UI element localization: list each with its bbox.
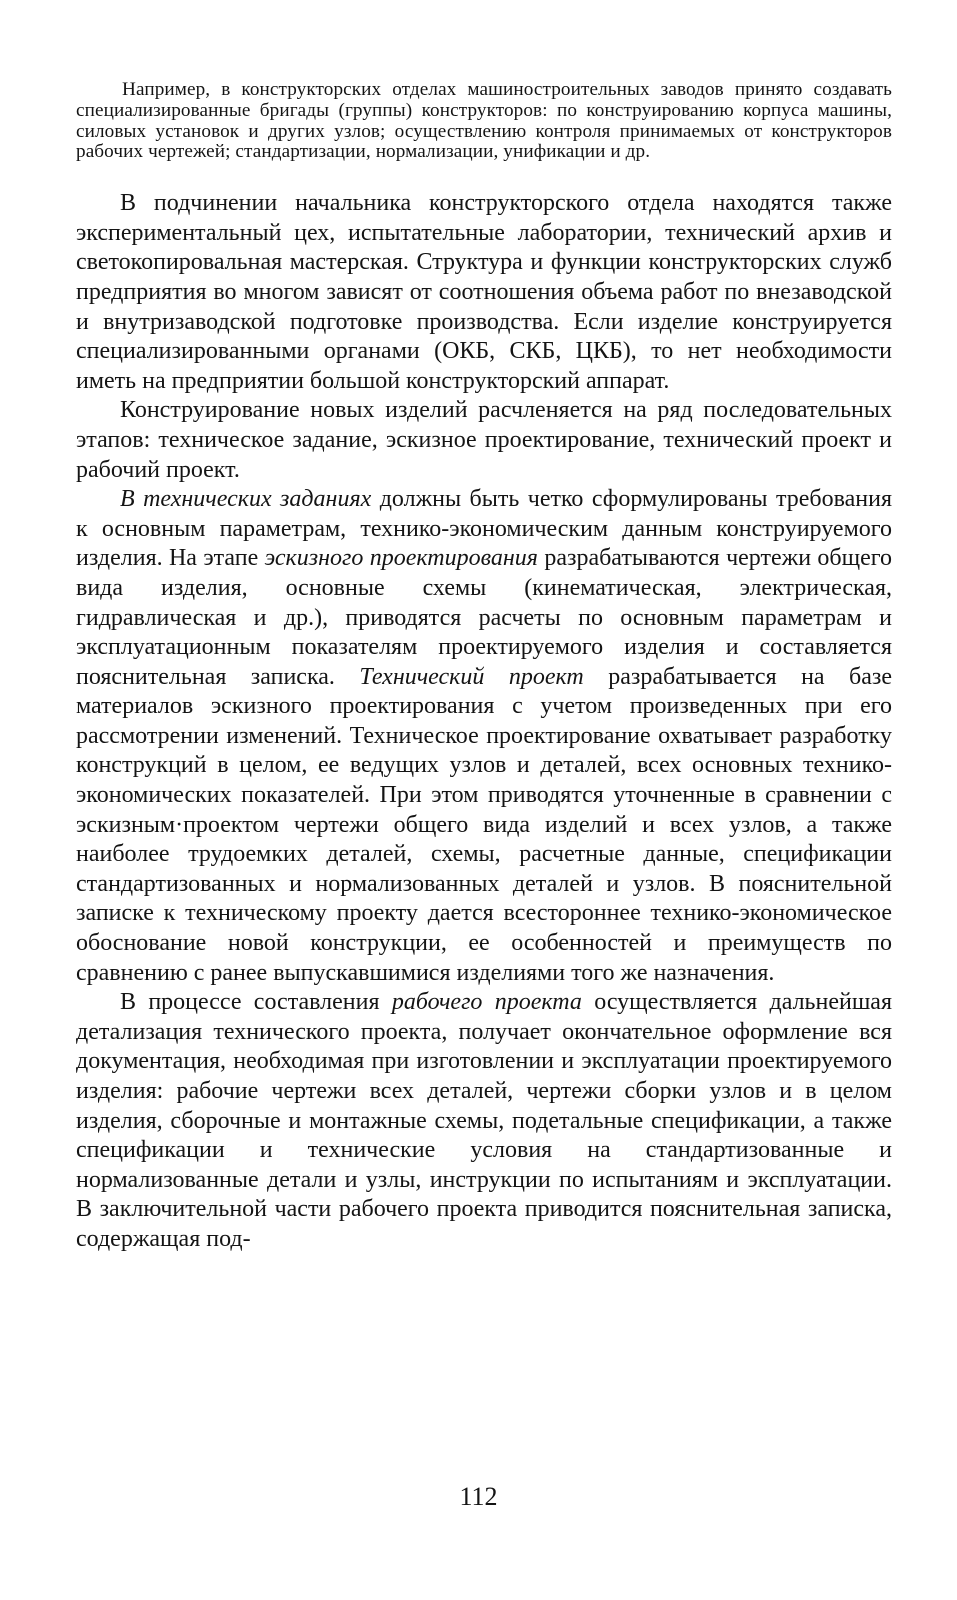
- paragraph-4-text-1: В процессе составления: [120, 989, 392, 1016]
- paragraph-1: В подчинении начальника конструкторского отдела находятся также экспериментальный цех, испытательные лаборатории, технический архив и светокопировальная мастерская. Структура и функции конструкторских служб предприятия во многом зависят от соотношения объема работ по внезаводской и внутризаводской подготовке производства. Если изделие конструируется специализированными органами (ОКБ, СКБ, ЦКБ), то нет необходимости иметь на предприятии большой конструкторский аппарат.: [76, 190, 892, 394]
- paragraph-2: Конструирование новых изделий расчленяется на ряд последовательных этапов: техническое задание, эскизное проектирование, технический проект и рабочий проект.: [76, 397, 892, 483]
- italic-term-working-project: рабочего проекта: [391, 989, 582, 1016]
- paragraph-3-text-1: должны быть четко сформулированы требования к основным параметрам, технико-экономическим данным конструируемого изделия. На этапе: [76, 486, 893, 572]
- paragraph-4: [76, 988, 892, 1254]
- paragraph-3-text-2: разрабатываются чертежи общего вида изделия, основные схемы (кинематическая, электрическая, гидравлическая и др.), приводятся расчеты по основным параметрам и эксплуатационным показателям проектируемого изделия и составляется пояснительная записка.: [76, 545, 892, 690]
- paragraph-3: [76, 485, 892, 988]
- page-content: [76, 80, 892, 1255]
- italic-term-sketch-design: эскизного проектирования: [264, 545, 538, 572]
- paragraph-4-text-2: осуществляется дальнейшая детализация технического проекта, получает окончательное оформление вся документация, необходимая при изготовлении и эксплуатации проектируемого изделия: рабочие чертежи всех деталей, чертежи сборки узлов и в целом изделия, сборочные и монтажные схемы, подетальные спецификации, а также спецификации и технические условия на стандартизованные и нормализованные детали и узлы, инструкции по испытаниям и эксплуатации. В заключительной части рабочего проекта приводится пояснительная записка, содержащая под-: [76, 989, 892, 1252]
- italic-term-technical-assignments: В технических заданиях: [120, 486, 372, 513]
- italic-term-technical-project: Технический проект: [359, 663, 584, 690]
- paragraph-3-text-3: разрабатывается на базе материалов эскизного проектирования с учетом произведенных при его рассмотрении изменений. Техническое проектирование охватывает разработку конструкций в целом, ее ведущих узлов и деталей, всех основных технико-экономических показателей. При этом приводятся уточненные в сравнении с эскизным·проектом чертежи общего вида изделий и всех узлов, а также наиболее трудоемких деталей, схемы, расчетные данные, спецификации стандартизованных и нормализованных деталей и узлов. В пояснительной записке к техническому проекту дается всестороннее технико-экономическое обоснование новой конструкции, ее особенностей и преимуществ по сравнению с ранее выпускавшимися изделиями того же назначения.: [76, 663, 893, 986]
- page-number: 112: [459, 1482, 498, 1511]
- footnote-paragraph: Например, в конструкторских отделах машиностроительных заводов принято создавать специализированные бригады (группы) конструкторов: по конструированию корпуса машины, силовых установок и других узлов; осуществлению контроля принимаемых от конструкторов рабочих чертежей; стандартизации, нормализации, унификации и др.: [76, 79, 892, 163]
